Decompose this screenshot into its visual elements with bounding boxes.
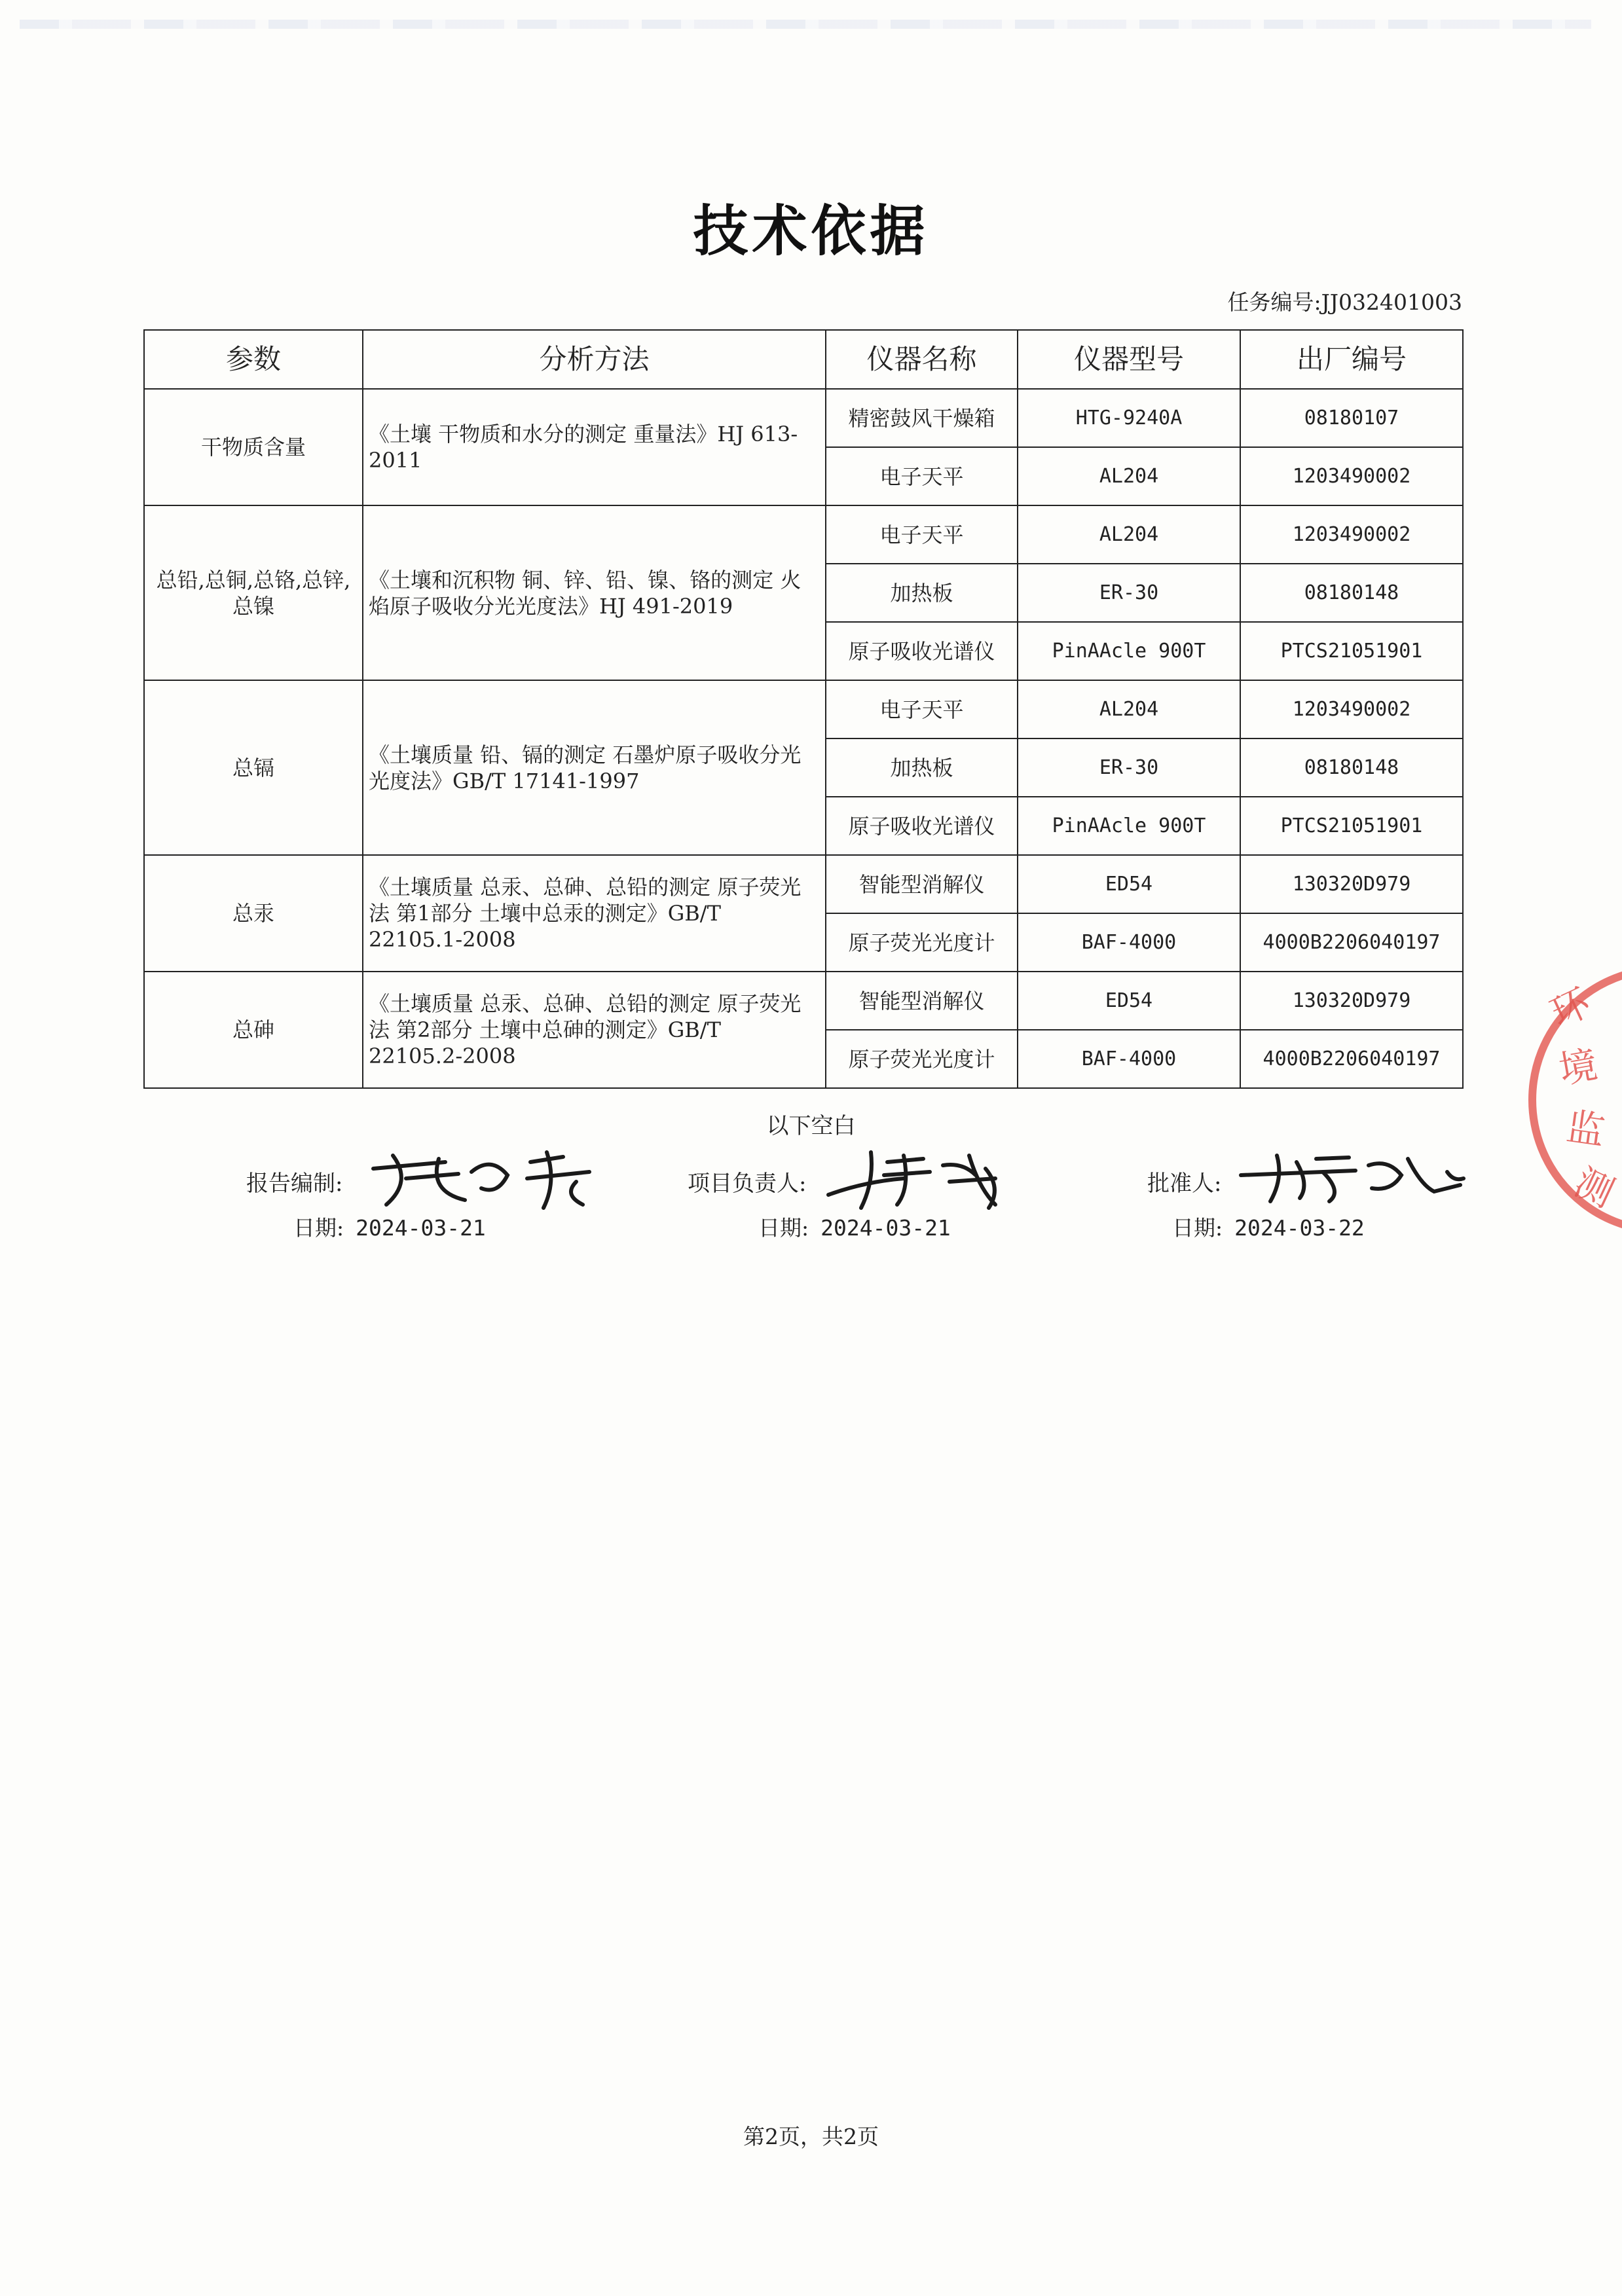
table-row: [144, 680, 1463, 738]
header-parameter: 参数: [144, 330, 363, 389]
approver-signature: [1238, 1146, 1467, 1208]
parameter-cell: 总砷: [144, 972, 363, 1088]
instrument-model-cell: BAF-4000: [1018, 913, 1240, 972]
instrument-name-cell: 原子荧光光度计: [826, 1030, 1018, 1088]
report-preparer-signature: [367, 1142, 602, 1214]
serial-number-cell: 08180148: [1240, 564, 1463, 622]
date-value: 2024-03-21: [820, 1215, 951, 1241]
table-row: [144, 505, 1463, 564]
instrument-name-cell: 精密鼓风干燥箱: [826, 389, 1018, 447]
serial-number-cell: 4000B2206040197: [1240, 913, 1463, 972]
blank-below-note: 以下空白: [766, 1113, 856, 1139]
instrument-name-cell: 加热板: [826, 564, 1018, 622]
header-serial-number: 出厂编号: [1240, 330, 1463, 389]
project-leader-label: 项目负责人:: [688, 1171, 807, 1197]
instrument-model-cell: ED54: [1018, 855, 1240, 913]
method-cell: 《土壤和沉积物 铜、锌、铅、镍、铬的测定 火焰原子吸收分光光度法》HJ 491-2019: [363, 505, 826, 680]
instrument-name-cell: 原子荧光光度计: [826, 913, 1018, 972]
instrument-model-cell: AL204: [1018, 680, 1240, 738]
instrument-name-cell: 智能型消解仪: [826, 972, 1018, 1030]
method-cell: 《土壤质量 总汞、总砷、总铅的测定 原子荧光法 第2部分 土壤中总砷的测定》GB/T 22105.2-2008: [363, 972, 826, 1088]
instrument-model-cell: PinAAcle 900T: [1018, 797, 1240, 855]
method-cell: 《土壤质量 铅、镉的测定 石墨炉原子吸收分光光度法》GB/T 17141-1997: [363, 680, 826, 855]
serial-number-cell: 130320D979: [1240, 972, 1463, 1030]
approver-date-row: [1172, 1211, 1365, 1242]
report-preparer-label: 报告编制:: [246, 1171, 343, 1197]
instrument-name-cell: 电子天平: [826, 447, 1018, 505]
scan-artifact: [20, 20, 1591, 29]
svg-text:环: 环: [1543, 979, 1597, 1036]
parameter-cell: 总汞: [144, 855, 363, 972]
serial-number-cell: 1203490002: [1240, 680, 1463, 738]
instrument-name-cell: 电子天平: [826, 505, 1018, 564]
date-label: 日期:: [293, 1215, 344, 1241]
instrument-model-cell: AL204: [1018, 447, 1240, 505]
official-seal-stamp: [1506, 943, 1622, 1257]
serial-number-cell: 08180148: [1240, 738, 1463, 797]
serial-number-cell: 08180107: [1240, 389, 1463, 447]
instrument-name-cell: 原子吸收光谱仪: [826, 622, 1018, 680]
parameter-cell: 总镉: [144, 680, 363, 855]
instrument-model-cell: ED54: [1018, 972, 1240, 1030]
serial-number-cell: 4000B2206040197: [1240, 1030, 1463, 1088]
svg-text:境: 境: [1555, 1042, 1601, 1093]
page-footer: 第2页，共2页: [743, 2124, 879, 2149]
instrument-name-cell: 加热板: [826, 738, 1018, 797]
project-leader-signature: [825, 1142, 1022, 1214]
date-value: 2024-03-21: [356, 1215, 486, 1241]
svg-text:监: 监: [1564, 1104, 1608, 1154]
table-row: [144, 972, 1463, 1030]
parameter-cell: 总铅,总铜,总铬,总锌,总镍: [144, 505, 363, 680]
instrument-model-cell: AL204: [1018, 505, 1240, 564]
table-row: [144, 855, 1463, 913]
method-cell: 《土壤质量 总汞、总砷、总铅的测定 原子荧光法 第1部分 土壤中总汞的测定》GB/T 22105.1-2008: [363, 855, 826, 972]
project-leader-date-row: [758, 1211, 951, 1242]
instrument-model-cell: ER-30: [1018, 738, 1240, 797]
header-method: 分析方法: [363, 330, 826, 389]
table-header-row: [144, 330, 1463, 389]
approver-label: 批准人:: [1147, 1171, 1222, 1197]
table-row: [144, 389, 1463, 447]
svg-text:测: 测: [1568, 1159, 1621, 1216]
date-value: 2024-03-22: [1234, 1215, 1365, 1241]
serial-number-cell: 1203490002: [1240, 447, 1463, 505]
header-instrument-name: 仪器名称: [826, 330, 1018, 389]
date-label: 日期:: [1172, 1215, 1223, 1241]
task-number: 任务编号:JJ032401003: [1227, 289, 1462, 315]
instrument-model-cell: HTG-9240A: [1018, 389, 1240, 447]
header-instrument-model: 仪器型号: [1018, 330, 1240, 389]
instrument-model-cell: PinAAcle 900T: [1018, 622, 1240, 680]
serial-number-cell: PTCS21051901: [1240, 622, 1463, 680]
report-preparer-date-row: [293, 1211, 486, 1242]
instrument-name-cell: 智能型消解仪: [826, 855, 1018, 913]
serial-number-cell: 1203490002: [1240, 505, 1463, 564]
parameter-cell: 干物质含量: [144, 389, 363, 505]
serial-number-cell: PTCS21051901: [1240, 797, 1463, 855]
method-cell: 《土壤 干物质和水分的测定 重量法》HJ 613-2011: [363, 389, 826, 505]
page-title: 技术依据: [693, 198, 929, 263]
serial-number-cell: 130320D979: [1240, 855, 1463, 913]
instrument-name-cell: 原子吸收光谱仪: [826, 797, 1018, 855]
instrument-model-cell: BAF-4000: [1018, 1030, 1240, 1088]
technical-basis-table: [143, 329, 1464, 1089]
instrument-model-cell: ER-30: [1018, 564, 1240, 622]
instrument-name-cell: 电子天平: [826, 680, 1018, 738]
date-label: 日期:: [758, 1215, 809, 1241]
